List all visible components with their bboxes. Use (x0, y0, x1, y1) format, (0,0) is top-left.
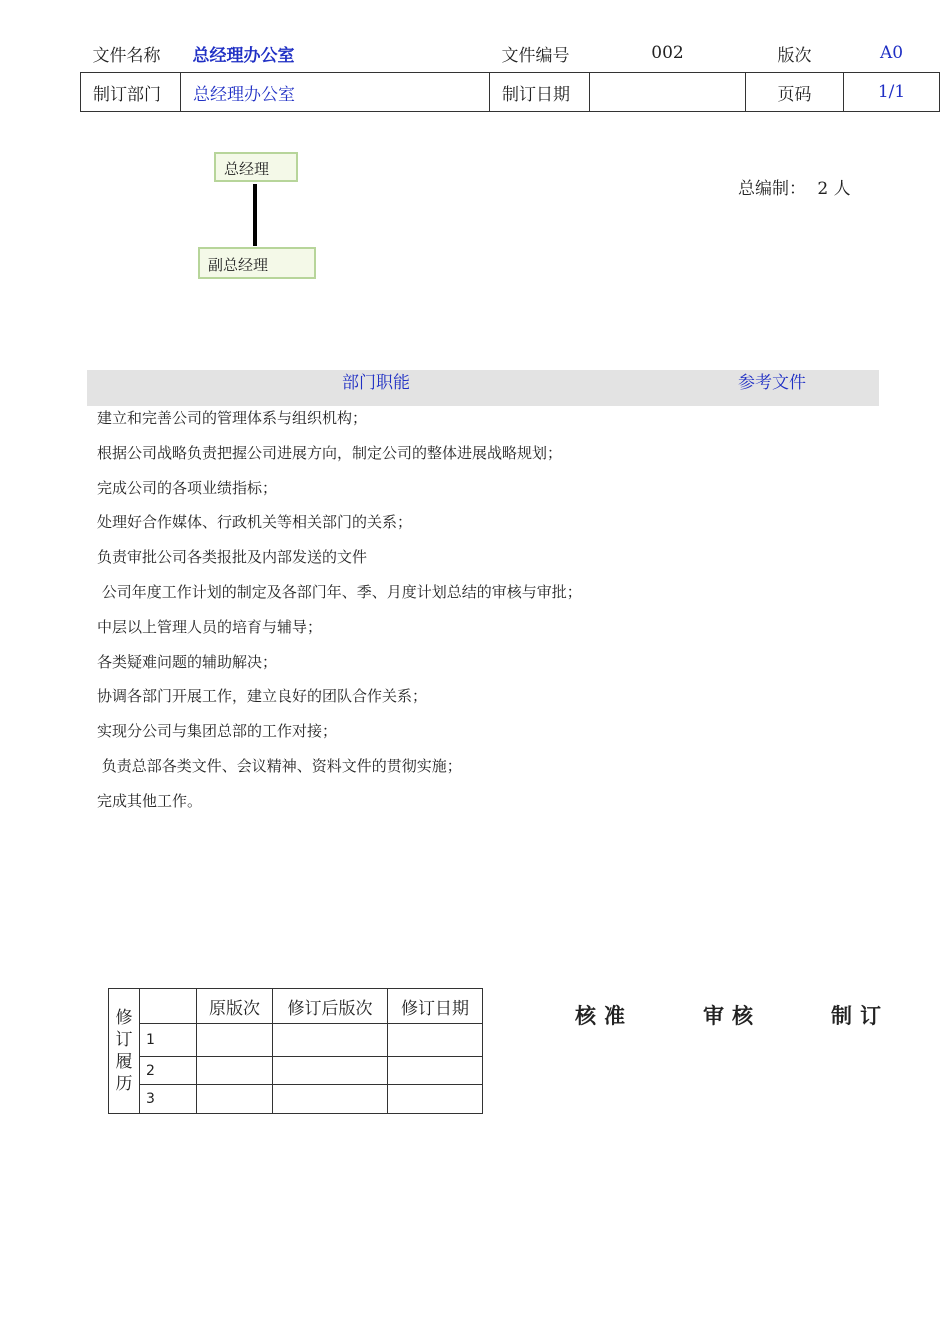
org-connector (253, 184, 257, 246)
revision-corner-cell (140, 989, 197, 1024)
dept-value: 总经理办公室 (181, 73, 490, 112)
table-row (109, 1085, 483, 1114)
duty-item: 建立和完善公司的管理体系与组织机构； (97, 409, 368, 427)
duty-item: 实现分公司与集团总部的工作对接； (97, 722, 338, 741)
functions-header-right: 参考文件 (738, 373, 806, 393)
duty-item: 处理好合作媒体、行政机关等相关部门的关系； (97, 513, 413, 532)
table-cell (388, 1085, 483, 1114)
staff-label: 总编制： (738, 179, 806, 199)
table-row (109, 1057, 483, 1085)
revision-header-row (109, 989, 483, 1024)
table-row (109, 1024, 483, 1057)
page-label: 页码 (746, 73, 844, 112)
table-cell (273, 1085, 388, 1114)
revision-table (108, 988, 483, 1114)
revision-row-number: 3 (140, 1085, 197, 1114)
signature-review: 审核 (703, 1004, 761, 1028)
revision-col-date: 修订日期 (388, 989, 483, 1024)
signature-approve: 核准 (575, 1004, 633, 1028)
duty-item: 负责总部各类文件、会议精神、资料文件的贯彻实施； (97, 756, 462, 775)
file-name-label: 文件名称 (81, 34, 181, 73)
revision-title-text: 修订履历 (115, 1008, 133, 1094)
duty-item: 协调各部门开展工作，建立良好的团队合作关系； (97, 687, 428, 706)
version-value: A0 (844, 34, 940, 73)
table-cell (197, 1085, 273, 1114)
revision-row-number: 2 (140, 1057, 197, 1085)
org-node-deputy-general-manager: 副总经理 (198, 247, 316, 279)
duty-item: 根据公司战略负责把握公司进展方向，制定公司的整体进展战略规划； (97, 443, 563, 462)
duty-item: 各类疑难问题的辅助解决； (97, 652, 278, 671)
duty-item: 完成公司的各项业绩指标； (97, 478, 278, 497)
table-cell (197, 1057, 273, 1085)
functions-header (87, 370, 879, 406)
file-name-value: 总经理办公室 (181, 34, 490, 73)
revision-col-revised: 修订后版次 (273, 989, 388, 1024)
org-node-general-manager: 总经理 (214, 152, 298, 182)
functions-header-left: 部门职能 (342, 373, 410, 393)
revision-title (109, 989, 140, 1114)
header-table (80, 34, 940, 112)
header-row-2 (81, 73, 940, 112)
duty-item: 负责审批公司各类报批及内部发送的文件 (97, 548, 368, 567)
table-cell (273, 1057, 388, 1085)
file-no-value: 002 (590, 34, 746, 73)
revision-col-original: 原版次 (197, 989, 273, 1024)
table-cell (388, 1057, 483, 1085)
version-label: 版次 (746, 34, 844, 73)
duty-item: 中层以上管理人员的培育与辅导； (97, 617, 323, 636)
duties-list (97, 406, 582, 824)
revision-row-number: 1 (140, 1024, 197, 1057)
date-value (590, 73, 746, 112)
staff-count (738, 174, 851, 199)
header-row-1 (81, 34, 940, 73)
table-cell (273, 1024, 388, 1057)
table-cell (388, 1024, 483, 1057)
page-value: 1/1 (844, 73, 940, 112)
file-no-label: 文件编号 (490, 34, 590, 73)
signature-prepare: 制订 (831, 1004, 889, 1028)
duty-item: 公司年度工作计划的制定及各部门年、季、月度计划总结的审核与审批； (97, 582, 582, 601)
duty-item: 完成其他工作。 (97, 791, 203, 810)
date-label: 制订日期 (490, 73, 590, 112)
table-cell (197, 1024, 273, 1057)
dept-label: 制订部门 (81, 73, 181, 112)
staff-value: 2 人 (817, 179, 851, 199)
